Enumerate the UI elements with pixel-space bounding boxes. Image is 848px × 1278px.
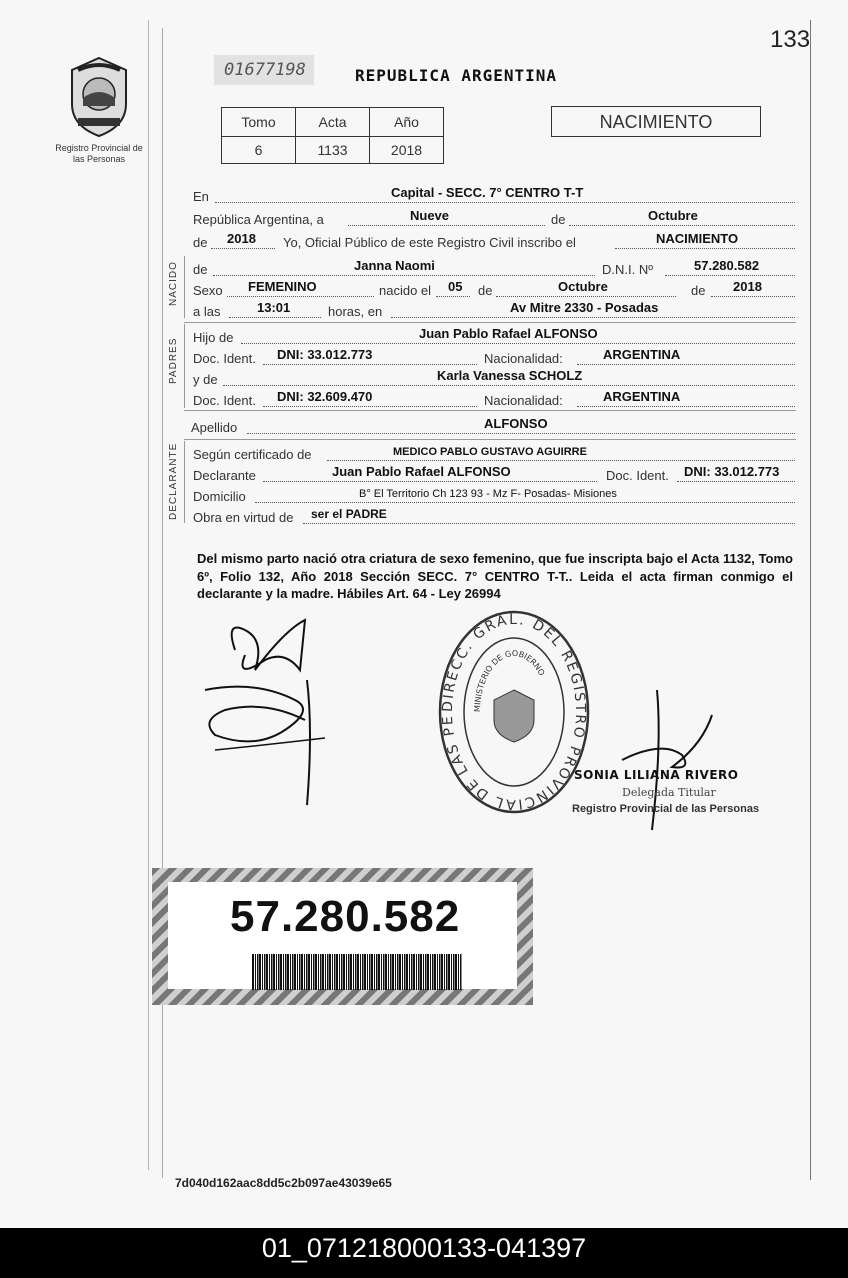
province-seal-logo [66,56,132,138]
dotted-line [263,406,477,407]
header-anio: Año [370,108,444,137]
value-nac-dia: 05 [448,279,463,294]
row-padre [191,327,796,345]
dotted-line [577,364,795,365]
label-declarante: Declarante [193,468,256,483]
label-de-mes: de [551,212,566,227]
row-apellido [191,417,796,435]
label-y-de: y de [193,372,218,387]
observation-note: Del mismo parto nació otra criatura de sexo femenino, que fue inscripta bajo el Acta 1132, Tomo 6º, Folio 132, Año 2018 Sección SECC. 7° CENTRO T-T.. Leida el acta firman conmigo el declarante y la madre. Hábiles Art. 64 - Ley 26994 [197,551,793,601]
dotted-line [247,433,795,434]
dotted-line [327,460,795,461]
value-padre-doc: DNI: 33.012.773 [277,347,373,362]
label-yo-texto: Yo, Oficial Público de este Registro Civil inscribo el [283,235,576,250]
official-name: SONIA LILIANA RIVERO [574,768,739,782]
label-nacionalidad: Nacionalidad: [484,393,563,408]
value-hora: 13:01 [257,300,291,315]
logo-caption: Registro Provincial de las Personas [55,143,143,164]
dotted-line [263,481,597,482]
value-padre-nac: ARGENTINA [603,347,681,362]
value-sexo: FEMENINO [248,279,317,294]
dotted-line [255,502,795,503]
stamp-inner-text: MINISTERIO DE GOBIERNO [472,648,547,713]
row-anio [191,232,796,250]
declarant-signature [195,610,345,815]
page-number: 133 [770,26,811,53]
value-padre: Juan Pablo Rafael ALFONSO [419,326,598,341]
value-apellido: ALFONSO [484,416,548,431]
label-nacionalidad: Nacionalidad: [484,351,563,366]
value-declarante: Juan Pablo Rafael ALFONSO [332,464,511,479]
value-nac-mes: Octubre [558,279,608,294]
label-dni: D.N.I. Nº [602,262,653,277]
value-lugar-nac: Av Mitre 2330 - Posadas [510,300,659,315]
left-margin-line [148,20,149,1170]
value-madre-nac: ARGENTINA [603,389,681,404]
page-title: REPUBLICA ARGENTINA [355,66,558,85]
value-acta: 1133 [296,137,370,164]
sticker-number: 57.280.582 [230,892,461,941]
label-doc-ident: Doc. Ident. [193,393,256,408]
label-doc-ident: Doc. Ident. [606,468,669,483]
value-nombre: Janna Naomi [354,258,435,273]
inner-margin-line [162,28,163,1178]
header-tomo: Tomo [222,108,296,137]
dotted-line [227,296,374,297]
section-divider [184,439,796,440]
label-doc-ident: Doc. Ident. [193,351,256,366]
dotted-line [615,248,795,249]
serial-number: 01677198 [214,55,314,85]
side-label-declarante: DECLARANTE [168,442,179,520]
dotted-line [348,225,545,226]
value-domicilio: B° El Territorio Ch 123 93 - Mz F- Posadas- Misiones [359,488,617,500]
value-certificado: MEDICO PABLO GUSTAVO AGUIRRE [393,446,587,458]
section-bar [184,441,185,523]
value-anio: 2018 [227,231,256,246]
label-de: de [193,235,208,250]
label-de-mes-nac: de [478,283,493,298]
label-en: En [193,189,209,204]
row-madre-doc [191,390,796,408]
label-republica: República Argentina, a [193,212,324,227]
label-segun-cert: Según certificado de [193,447,312,462]
row-domicilio [191,486,796,504]
side-label-padres: PADRES [168,337,179,384]
value-madre-doc: DNI: 32.609.470 [277,389,373,404]
section-divider [184,322,796,323]
row-padre-doc [191,348,796,366]
row-sexo [191,280,796,298]
row-certificado [191,444,796,462]
record-table [221,107,444,164]
label-sexo: Sexo [193,283,223,298]
row-nombre [191,259,796,277]
value-tomo: 6 [222,137,296,164]
row-declarante [191,465,796,483]
header-acta: Acta [296,108,370,137]
dotted-line [436,296,470,297]
value-lugar: Capital - SECC. 7° CENTRO T-T [391,185,584,200]
stamp-outer-text: DIRECC. GRAL. DEL REGISTRO PROVINCIAL DE LAS PE [439,611,589,813]
file-id-footer: 01_071218000133-041397 [0,1228,848,1278]
sticker-label [168,882,517,989]
value-nac-anio: 2018 [733,279,762,294]
value-anio: 2018 [370,137,444,164]
row-lugar [191,186,796,204]
official-stamp [438,610,590,819]
dni-sticker [152,868,533,1005]
barcode [252,954,462,995]
dotted-line [577,406,795,407]
document-hash: 7d040d162aac8dd5c2b097ae43039e65 [175,1176,392,1190]
value-dni: 57.280.582 [694,258,760,273]
side-label-nacido: NACIDO [168,261,179,306]
value-mes: Octubre [648,208,698,223]
dotted-line [213,275,595,276]
dotted-line [496,296,676,297]
label-de-nombre: de [193,262,208,277]
label-hijo-de: Hijo de [193,330,234,345]
label-domicilio: Domicilio [193,489,246,504]
value-dia: Nueve [410,208,450,223]
value-declarante-doc: DNI: 33.012.773 [684,464,780,479]
dotted-line [223,385,795,386]
section-bar [184,256,185,318]
label-de-anio-nac: de [691,283,706,298]
value-madre: Karla Vanessa SCHOLZ [437,368,583,383]
label-apellido: Apellido [191,420,238,435]
official-role: Delegada Titular [622,786,716,799]
record-type-box: NACIMIENTO [551,106,761,137]
row-madre [191,369,796,387]
label-obra: Obra en virtud de [193,510,294,525]
dotted-line [211,248,275,249]
section-bar [184,324,185,408]
label-nacido-el: nacido el [379,283,432,298]
dotted-line [391,317,795,318]
dotted-line [215,202,795,203]
value-obra: ser el PADRE [311,507,387,521]
dotted-line [665,275,795,276]
value-tipo: NACIMIENTO [656,231,739,246]
row-fecha [191,209,796,227]
dotted-line [677,481,795,482]
dotted-line [569,225,795,226]
official-office: Registro Provincial de las Personas [572,803,760,815]
dotted-line [303,523,795,524]
section-divider [184,410,796,411]
right-margin-line [810,20,811,1180]
label-a-las: a las [193,304,221,319]
dotted-line [263,364,477,365]
label-horas-en: horas, en [328,304,383,319]
dotted-line [711,296,795,297]
official-signature [612,685,722,840]
dotted-line [241,343,795,344]
dotted-line [229,317,321,318]
row-obra [191,507,796,525]
row-hora [191,301,796,319]
